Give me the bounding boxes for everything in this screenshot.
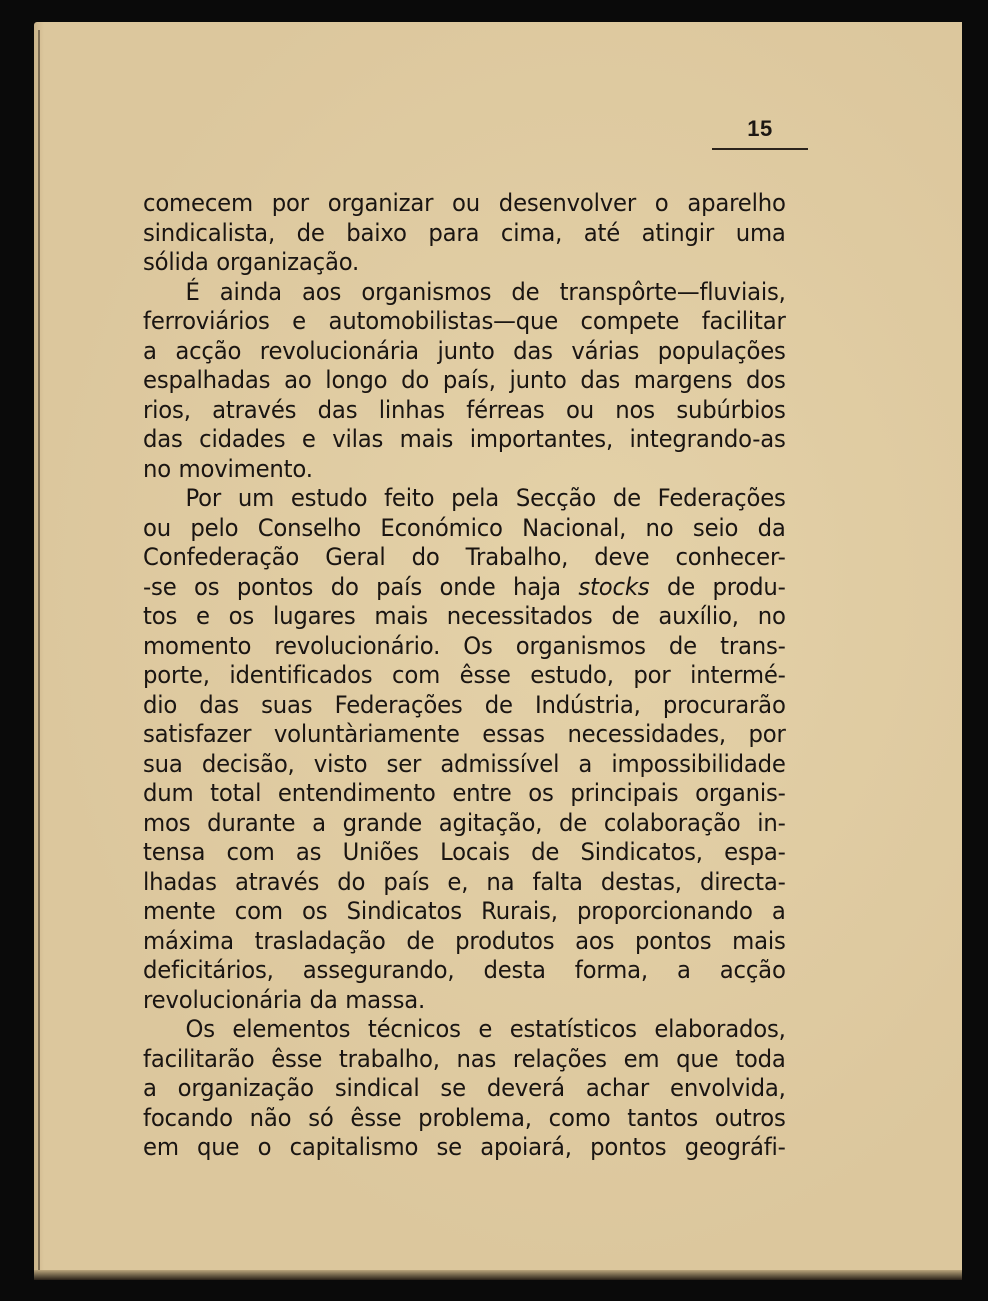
- text-line: das cidades e vilas mais importantes, integrando-as: [143, 425, 786, 453]
- text-line: [143, 573, 786, 603]
- text-line: Os elementos técnicos e estatísticos elaborados,: [185, 1015, 786, 1043]
- text-line: satisfazer voluntàriamente essas necessidades, por: [143, 720, 786, 748]
- page-number: 15: [747, 116, 773, 141]
- text-line: máxima trasladação de produtos aos pontos mais: [143, 926, 786, 955]
- text-line: lhadas através do país e, na falta destas, directa-: [143, 867, 786, 896]
- text-line: a acção revolucionária junto das várias populações: [143, 336, 786, 365]
- page-bottom-edge: [34, 1270, 962, 1280]
- text-line: focando não só êsse problema, como tantos outros: [143, 1103, 786, 1132]
- text-line: rios, através das linhas férreas ou nos subúrbios: [143, 395, 786, 424]
- page-number-rule: [712, 148, 808, 150]
- italic-term: stocks: [578, 572, 650, 601]
- body-text: [143, 189, 786, 1163]
- text-line: no movimento.: [143, 454, 313, 483]
- text-line: Por um estudo feito pela Secção de Federações: [185, 484, 786, 512]
- text-line: sua decisão, visto ser admissível a impossibilidade: [143, 749, 786, 778]
- text-line: ferroviários e automobilistas—que compete facilitar: [143, 307, 786, 335]
- text-line: revolucionária da massa.: [143, 985, 426, 1014]
- text-line: dio das suas Federações de Indústria, procurarão: [143, 690, 786, 719]
- text-fragment: -se os pontos do país onde haja: [143, 572, 579, 601]
- text-line: dum total entendimento entre os principais organis-: [143, 779, 786, 807]
- binding-edge: [38, 30, 40, 1270]
- text-line: porte, identificados com êsse estudo, por intermé-: [143, 661, 786, 689]
- text-line: a organização sindical se deverá achar envolvida,: [143, 1074, 786, 1102]
- text-line: comecem por organizar ou desenvolver o aparelho: [143, 189, 786, 217]
- text-line: facilitarão êsse trabalho, nas relações em que toda: [143, 1044, 786, 1073]
- text-line: em que o capitalismo se apoiará, pontos geográfi-: [143, 1133, 786, 1161]
- text-fragment: de produ-: [649, 572, 786, 601]
- text-line: deficitários, assegurando, desta forma, a acção: [143, 956, 786, 984]
- text-line: espalhadas ao longo do país, junto das margens dos: [143, 366, 786, 394]
- text-line: tensa com as Uniões Locais de Sindicatos, espa-: [143, 838, 786, 866]
- text-line: Confederação Geral do Trabalho, deve conhecer-: [143, 543, 786, 571]
- text-line: tos e os lugares mais necessitados de auxílio, no: [143, 602, 786, 630]
- text-line: sindicalista, de baixo para cima, até atingir uma: [143, 218, 786, 247]
- text-line: momento revolucionário. Os organismos de trans-: [143, 631, 786, 660]
- text-line: mos durante a grande agitação, de colaboração in-: [143, 808, 786, 837]
- text-line: É ainda aos organismos de transpôrte—fluviais,: [185, 277, 786, 306]
- text-line: ou pelo Conselho Económico Nacional, no seio da: [143, 513, 786, 542]
- text-line: mente com os Sindicatos Rurais, proporcionando a: [143, 897, 786, 925]
- text-line: sólida organização.: [143, 248, 360, 276]
